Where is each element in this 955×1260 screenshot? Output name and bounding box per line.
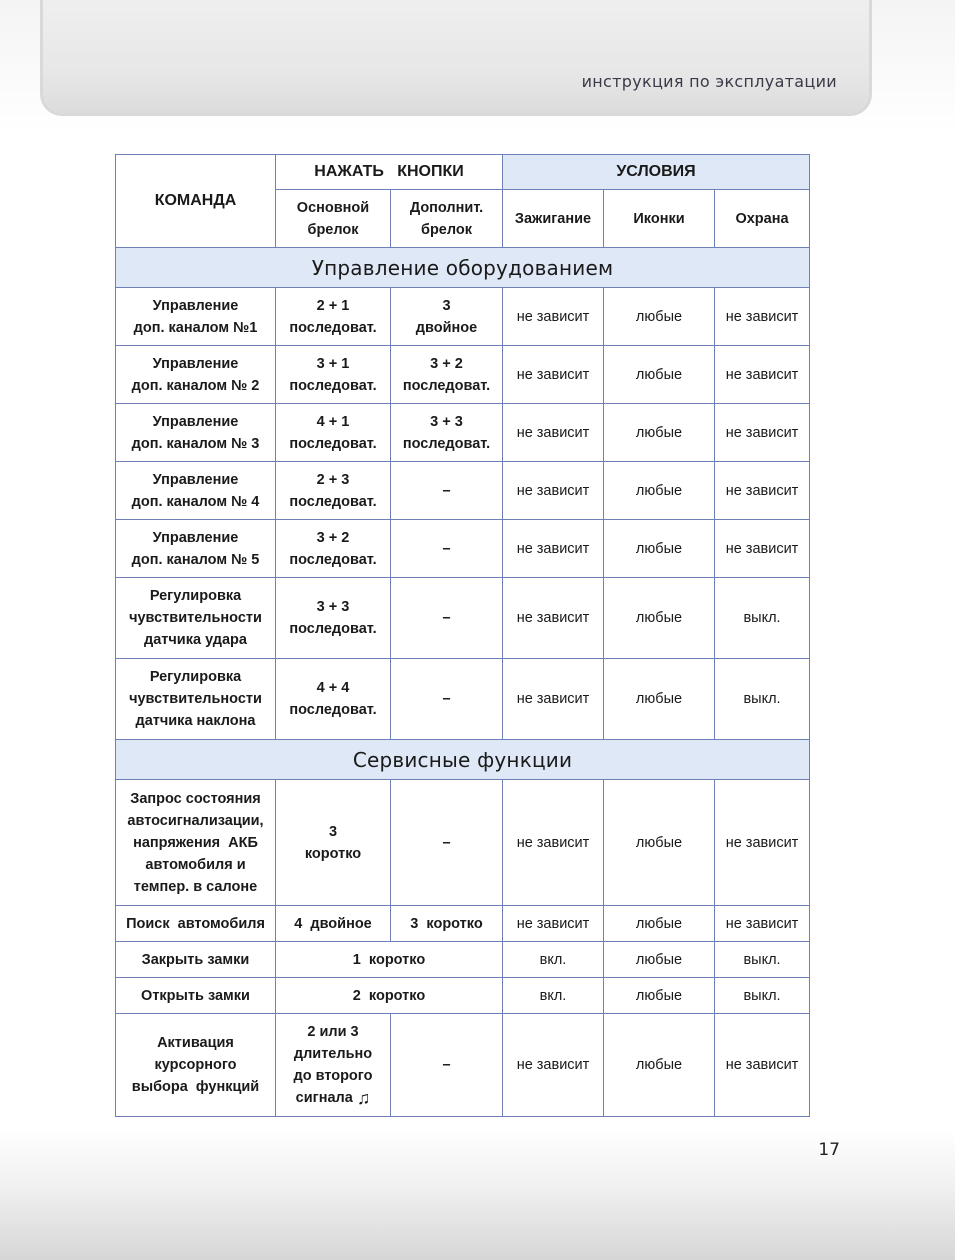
icons-cell: любые [604,346,715,404]
command-name: Регулировка чувствительности датчика удара [116,578,276,659]
page-number: 17 [818,1140,840,1160]
ignition-cell: не зависит [503,288,604,346]
command-name: Поиск автомобиля [116,906,276,942]
main-fob-cell: 3 + 2 последоват. [276,520,391,578]
extra-fob-cell: 3 двойное [391,288,503,346]
ignition-cell: вкл. [503,978,604,1014]
icons-cell: любые [604,978,715,1014]
extra-fob-cell: 3 + 3 последоват. [391,404,503,462]
icons-cell: любые [604,404,715,462]
command-name: Запрос состояния автосигнализации, напряжения АКБ автомобиля и темпер. в салоне [116,780,276,906]
table-row [116,520,810,578]
ignition-cell: не зависит [503,659,604,740]
table-row [116,288,810,346]
header-ignition: Зажигание [503,190,604,248]
icons-cell: любые [604,288,715,346]
section-row-equipment [116,248,810,288]
table-row [116,404,810,462]
main-fob-cell: 4 + 4 последоват. [276,659,391,740]
header-box [40,0,872,116]
command-name: Управление доп. каналом № 5 [116,520,276,578]
guard-cell: не зависит [715,462,810,520]
icons-cell: любые [604,578,715,659]
ignition-cell: не зависит [503,404,604,462]
icons-cell: любые [604,1014,715,1117]
table-row [116,1014,810,1117]
header-guard: Охрана [715,190,810,248]
guard-cell: не зависит [715,520,810,578]
table-row [116,780,810,906]
main-fob-cell: 4 + 1 последоват. [276,404,391,462]
icons-cell: любые [604,780,715,906]
guard-cell: не зависит [715,404,810,462]
main-fob-cell: 2 + 3 последоват. [276,462,391,520]
header-extra-fob: Дополнит. брелок [391,190,503,248]
guard-cell: выкл. [715,978,810,1014]
main-fob-cell: 2 или 3 длительно до второго сигнала ♫ [276,1014,391,1117]
guard-cell: выкл. [715,659,810,740]
extra-fob-cell: – [391,659,503,740]
main-fob-cell: 2 + 1 последоват. [276,288,391,346]
header-command: КОМАНДА [116,155,276,248]
command-name: Управление доп. каналом № 2 [116,346,276,404]
buttons-cell: 1 коротко [276,942,503,978]
section-title-equipment: Управление оборудованием [116,248,810,288]
guard-cell: не зависит [715,346,810,404]
guard-cell: не зависит [715,288,810,346]
guard-cell: не зависит [715,1014,810,1117]
icons-cell: любые [604,659,715,740]
guard-cell: выкл. [715,942,810,978]
header-main-fob: Основной брелок [276,190,391,248]
command-name: Активация курсорного выбора функций [116,1014,276,1117]
header-title: инструкция по эксплуатации [581,72,837,91]
ignition-cell: не зависит [503,1014,604,1117]
guard-cell: выкл. [715,578,810,659]
footer-band [0,1130,955,1260]
extra-fob-cell: 3 + 2 последоват. [391,346,503,404]
buttons-cell: 2 коротко [276,978,503,1014]
section-title-service: Сервисные функции [116,740,810,780]
extra-fob-cell: – [391,1014,503,1117]
table-row [116,346,810,404]
ignition-cell: не зависит [503,462,604,520]
ignition-cell: не зависит [503,780,604,906]
icons-cell: любые [604,942,715,978]
table-row [116,906,810,942]
icons-cell: любые [604,462,715,520]
command-name: Закрыть замки [116,942,276,978]
command-name: Управление доп. каналом №1 [116,288,276,346]
table-row [116,659,810,740]
command-name: Управление доп. каналом № 3 [116,404,276,462]
extra-fob-cell: – [391,578,503,659]
table-row [116,942,810,978]
command-name: Открыть замки [116,978,276,1014]
extra-fob-cell: – [391,520,503,578]
main-fob-cell: 3 коротко [276,780,391,906]
extra-fob-cell: – [391,462,503,520]
ignition-cell: не зависит [503,520,604,578]
command-name: Управление доп. каналом № 4 [116,462,276,520]
header-conditions: УСЛОВИЯ [503,155,810,190]
icons-cell: любые [604,520,715,578]
guard-cell: не зависит [715,906,810,942]
section-row-service [116,740,810,780]
ignition-cell: не зависит [503,578,604,659]
main-fob-cell: 4 двойное [276,906,391,942]
ignition-cell: вкл. [503,942,604,978]
table-row [116,578,810,659]
main-fob-cell: 3 + 3 последоват. [276,578,391,659]
command-name: Регулировка чувствительности датчика наклона [116,659,276,740]
icons-cell: любые [604,906,715,942]
command-table [115,154,810,1117]
table-row [116,462,810,520]
table-row [116,978,810,1014]
music-note-icon: ♫ [356,1088,371,1109]
header-icons: Иконки [604,190,715,248]
ignition-cell: не зависит [503,346,604,404]
extra-fob-cell: – [391,780,503,906]
guard-cell: не зависит [715,780,810,906]
extra-fob-cell: 3 коротко [391,906,503,942]
main-fob-cell: 3 + 1 последоват. [276,346,391,404]
header-buttons: НАЖАТЬ КНОПКИ [276,155,503,190]
ignition-cell: не зависит [503,906,604,942]
